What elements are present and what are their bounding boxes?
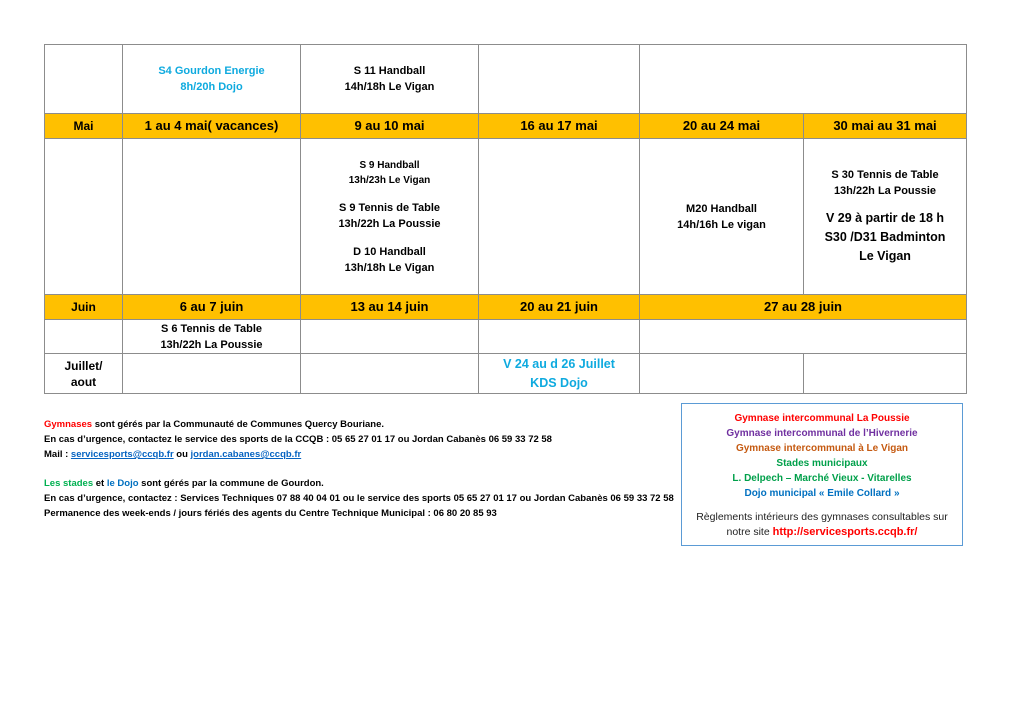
month-header-row bbox=[45, 114, 967, 139]
table-cell bbox=[804, 354, 967, 394]
table-cell bbox=[479, 45, 640, 114]
month-line: aout bbox=[70, 374, 97, 389]
event-line: 13h/22h La Poussie bbox=[338, 217, 441, 230]
event-line: S4 Gourdon Energie bbox=[158, 65, 265, 77]
table-cell bbox=[45, 320, 123, 354]
event-line: M20 Handball bbox=[686, 202, 757, 215]
event-line: V 29 à partir de 18 h bbox=[825, 211, 945, 225]
event-line: V 24 au d 26 Juillet bbox=[503, 356, 615, 371]
date-header: 6 au 7 juin bbox=[123, 295, 301, 320]
table-cell bbox=[640, 139, 804, 295]
gymnases-label: Gymnases bbox=[44, 419, 93, 430]
table-cell bbox=[479, 320, 640, 354]
event-line: S 11 Handball bbox=[353, 65, 426, 77]
stades-label: Les stades bbox=[44, 478, 94, 489]
date-header: 20 au 24 mai bbox=[640, 114, 804, 139]
event-line: 13h/22h La Poussie bbox=[160, 338, 263, 351]
date-header: 13 au 14 juin bbox=[301, 295, 479, 320]
legend-box bbox=[681, 403, 963, 546]
event-line: 14h/16h Le vigan bbox=[677, 218, 766, 231]
date-header: 30 mai au 31 mai bbox=[804, 114, 967, 139]
table-cell bbox=[640, 45, 967, 114]
table-row bbox=[45, 139, 967, 295]
table-row bbox=[45, 45, 967, 114]
event-line: S 9 Tennis de Table bbox=[338, 201, 441, 214]
contact-notes bbox=[44, 417, 684, 521]
legend-item: Gymnase intercommunal de l’Hivernerie bbox=[726, 428, 918, 439]
legend-item: L. Delpech – Marché Vieux - Vitarelles bbox=[732, 473, 912, 484]
email-link[interactable]: jordan.cabanes@ccqb.fr bbox=[190, 449, 302, 460]
event-line: S 6 Tennis de Table bbox=[160, 322, 263, 335]
event-line: S 30 Tennis de Table bbox=[831, 169, 939, 181]
table-cell bbox=[640, 354, 804, 394]
event-line: 13h/18h Le Vigan bbox=[344, 261, 435, 274]
table-row bbox=[45, 320, 967, 354]
event-line: D 10 Handball bbox=[353, 245, 426, 258]
table-cell bbox=[301, 45, 479, 114]
note-line: Gymnases sont gérés par la Communauté de Communes Quercy Bouriane. bbox=[44, 419, 384, 430]
event-line: 13h/23h Le Vigan bbox=[348, 174, 431, 186]
legend-item: Stades municipaux bbox=[776, 458, 868, 469]
note-line: En cas d’urgence, contactez : Services Techniques 07 88 40 04 01 ou le service des sports 05 65 27 01 17 ou Jordan Cabanès 06 59 33 72 58 bbox=[44, 493, 674, 504]
table-cell bbox=[123, 320, 301, 354]
table-cell bbox=[45, 139, 123, 295]
table-cell bbox=[123, 139, 301, 295]
month-label: Mai bbox=[45, 114, 123, 139]
note-line: Mail : servicesports@ccqb.fr ou jordan.cabanes@ccqb.fr bbox=[44, 449, 302, 460]
website-link[interactable]: http://servicesports.ccqb.fr/ bbox=[772, 526, 918, 538]
note-line: Permanence des week-ends / jours fériés des agents du Centre Technique Municipal : 06 80 20 85 93 bbox=[44, 508, 497, 519]
table-row bbox=[45, 354, 967, 394]
month-label bbox=[45, 354, 123, 394]
date-header: 27 au 28 juin bbox=[640, 295, 967, 320]
schedule-table bbox=[44, 44, 967, 394]
event-line: 13h/22h La Poussie bbox=[833, 185, 937, 197]
note-line: Les stades et le Dojo sont gérés par la commune de Gourdon. bbox=[44, 478, 324, 489]
date-header: 9 au 10 mai bbox=[301, 114, 479, 139]
table-cell bbox=[479, 354, 640, 394]
event-line: 14h/18h Le Vigan bbox=[344, 81, 435, 93]
date-header: 16 au 17 mai bbox=[479, 114, 640, 139]
regulations-text: Règlements intérieurs des gymnases consultables sur notre site http://servicesports.ccqb.fr/ bbox=[696, 511, 948, 538]
table-cell bbox=[301, 139, 479, 295]
table-cell bbox=[301, 354, 479, 394]
date-header: 20 au 21 juin bbox=[479, 295, 640, 320]
table-cell bbox=[301, 320, 479, 354]
event-line: Le Vigan bbox=[859, 249, 911, 263]
legend-item: Gymnase intercommunal à Le Vigan bbox=[735, 443, 909, 454]
month-header-row bbox=[45, 295, 967, 320]
table-cell bbox=[640, 320, 967, 354]
event-line: 8h/20h Dojo bbox=[180, 81, 243, 93]
email-link[interactable]: servicesports@ccqb.fr bbox=[70, 449, 174, 460]
table-cell bbox=[804, 139, 967, 295]
legend-item: Dojo municipal « Emile Collard » bbox=[744, 488, 900, 499]
table-cell bbox=[123, 354, 301, 394]
table-cell bbox=[479, 139, 640, 295]
event-line: S 9 Handball bbox=[359, 159, 420, 171]
legend-item: Gymnase intercommunal La Poussie bbox=[734, 413, 910, 424]
event-line: S30 /D31 Badminton bbox=[824, 230, 946, 244]
month-line: Juillet/ bbox=[64, 358, 103, 373]
month-label: Juin bbox=[45, 295, 123, 320]
table-cell bbox=[123, 45, 301, 114]
event-line: KDS Dojo bbox=[530, 375, 588, 390]
date-header: 1 au 4 mai( vacances) bbox=[123, 114, 301, 139]
note-line: En cas d’urgence, contactez le service des sports de la CCQB : 05 65 27 01 17 ou Jordan Cabanès 06 59 33 72 58 bbox=[44, 434, 552, 445]
table-cell bbox=[45, 45, 123, 114]
dojo-label: le Dojo bbox=[106, 478, 139, 489]
